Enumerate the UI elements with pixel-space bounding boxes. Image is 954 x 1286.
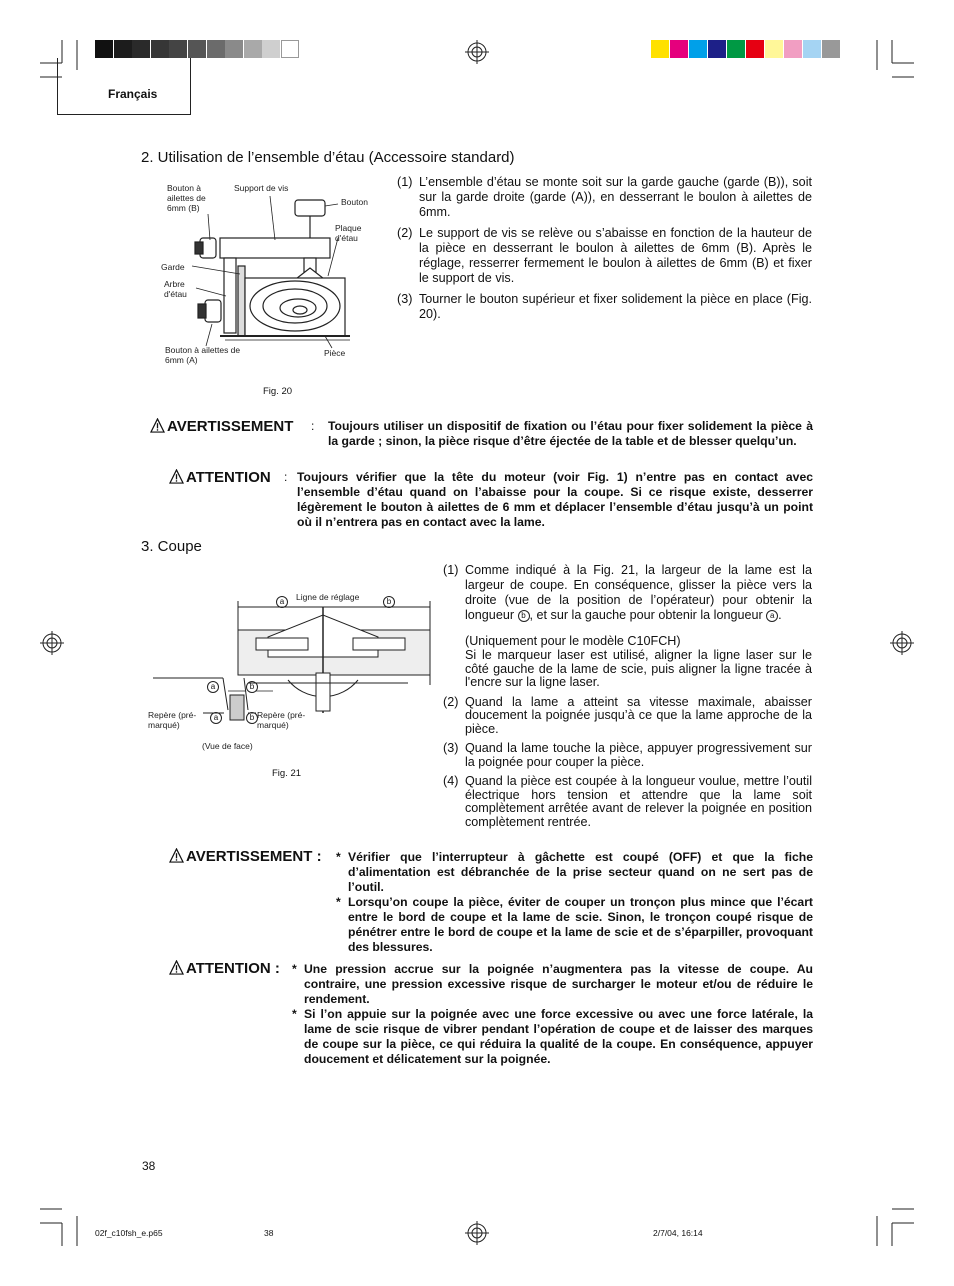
registration-mark-left xyxy=(40,631,64,655)
attention-label: ATTENTION xyxy=(186,469,271,486)
list-item: (3) Quand la lame touche la pièce, appuyer progressivement sur la poignée pour couper la pièce. xyxy=(443,741,812,769)
list-item: (4) Quand la pièce est coupée à la longueur voulue, mettre l’outil électrique hors tension et attendre que la lame soit complètement arrêtée avant de relever la poignée en position complètement rentrée. xyxy=(443,774,812,829)
color-swatch xyxy=(765,40,783,58)
color-swatch xyxy=(651,40,669,58)
attention-sep: : xyxy=(284,470,288,484)
section-title-coupe: 3. Coupe xyxy=(141,538,202,555)
model-note-title: (Uniquement pour le modèle C10FCH) xyxy=(465,634,681,648)
label-arbre: Arbre d'étau xyxy=(164,279,187,299)
gray-swatch xyxy=(188,40,206,58)
warning-text: Toujours utiliser un dispositif de fixation ou l’étau pour fixer solidement la pièce à la garde ; sinon, la pièce risque d’être éjectée de la table et de blesser quelqu’un. xyxy=(328,419,813,448)
warning-bullet: * Lorsqu’on coupe la pièce, éviter de couper un tronçon plus mince que l’écart entre le bord de coupe et la lame de scie. Sinon, le tronçon coupé risque de pénétrer entre le bord de coupe et la lame de scie et de s’éparpiller, provoquant des blessures. xyxy=(336,895,813,954)
color-swatch xyxy=(822,40,840,58)
language-tab xyxy=(57,58,191,115)
gray-swatch xyxy=(169,40,187,58)
gray-swatch xyxy=(207,40,225,58)
marker-b-3: b xyxy=(246,712,258,724)
label-bouton-b: Bouton à ailettes de 6mm (B) xyxy=(167,183,206,213)
color-swatch xyxy=(803,40,821,58)
registration-mark-bottom xyxy=(465,1221,489,1245)
color-swatch xyxy=(708,40,726,58)
warning-bullet: * Vérifier que l’interrupteur à gâchette est coupé (OFF) et que la fiche d’alimentation est débranchée de la prise secteur quand on ne sert pas de l’outil. xyxy=(336,850,813,894)
marker-a-3: a xyxy=(210,712,222,724)
label-vue-face: (Vue de face) xyxy=(202,741,253,751)
attention-label-2: ATTENTION : xyxy=(186,960,280,977)
footer-date: 2/7/04, 16:14 xyxy=(653,1228,703,1238)
warning-triangle-icon xyxy=(169,469,184,484)
coupe-steps xyxy=(443,563,812,835)
attention-text: Toujours vérifier que la tête du moteur (voir Fig. 1) n’entre pas en contact avec l’ensemble d’étau quand on l’abaisse pour la coupe. Si ce risque existe, desserrer légèrement le bouton à ailettes de 6 mm et déplacer l’ensemble d’étau jusqu’à un point où il n’entrera pas en contact avec la lame. xyxy=(297,470,813,529)
footer-file-name: 02f_c10fsh_e.p65 xyxy=(95,1228,163,1238)
registration-mark-right xyxy=(890,631,914,655)
gray-swatch xyxy=(95,40,113,58)
warning-sep: : xyxy=(311,419,315,433)
gray-swatch xyxy=(114,40,132,58)
language-label: Français xyxy=(108,87,158,101)
warning-triangle-icon xyxy=(169,960,184,975)
color-swatch xyxy=(727,40,745,58)
attention-bullet: * Si l’on appuie sur la poignée avec une force excessive ou avec une force latérale, la lame de scie risque de vibrer pendant l’opération de coupe et de laisser des marques de coupe sur la pièce, ce qui réduira la qualité de la coupe. En conséquence, appuyer doucement et délicatement sur la poignée. xyxy=(292,1007,813,1066)
warning-coupe xyxy=(169,848,813,958)
color-swatch xyxy=(689,40,707,58)
gray-swatch xyxy=(151,40,169,58)
warning-triangle-icon xyxy=(169,848,184,863)
figure-20-caption: Fig. 20 xyxy=(263,386,293,397)
section-title-vise: 2. Utilisation de l’ensemble d’étau (Accessoire standard) xyxy=(141,149,515,166)
list-item: (2) Le support de vis se relève ou s’abaisse en fonction de la hauteur de la pièce en desserrant le boulon à ailettes de 6mm (B). Après le réglage, resserrer fermement le boulon à ailettes de 6mm (B) et fixer le support de vis. xyxy=(397,226,812,285)
label-repere-right: Repère (pré-marqué) xyxy=(257,710,306,730)
gray-swatch xyxy=(132,40,150,58)
label-garde: Garde xyxy=(161,262,185,272)
model-note-text: Si le marqueur laser est utilisé, aligner la ligne laser sur le côté gauche de la lame de scie, puis aligner la ligne tracée à l'encre sur la ligne laser. xyxy=(465,648,812,689)
list-item: (3) Tourner le bouton supérieur et fixer solidement la pièce en place (Fig. 20). xyxy=(397,292,812,321)
label-support-vis: Support de vis xyxy=(234,183,289,193)
vise-steps xyxy=(397,175,812,328)
color-swatch xyxy=(784,40,802,58)
gray-swatch xyxy=(244,40,262,58)
gray-swatch xyxy=(281,40,299,58)
page-number: 38 xyxy=(142,1159,156,1173)
color-swatch xyxy=(746,40,764,58)
figure-21-caption: Fig. 21 xyxy=(272,768,302,779)
marker-a-inline: a xyxy=(766,610,778,622)
gray-swatch xyxy=(225,40,243,58)
attention-bullet: * Une pression accrue sur la poignée n’augmentera pas la vitesse de coupe. Au contraire, une pression excessive risque de surcharger le moteur et/ou de réduire le rendement. xyxy=(292,962,813,1006)
label-piece: Pièce xyxy=(324,348,346,358)
label-bouton-a: Bouton à ailettes de 6mm (A) xyxy=(165,345,241,365)
list-item: (2) Quand la lame a atteint sa vitesse maximale, abaisser doucement la poignée jusqu’à ce que la lame approche de la pièce. xyxy=(443,694,812,736)
marker-b-2: b xyxy=(246,681,258,693)
warning-vise xyxy=(150,418,813,468)
label-bouton: Bouton xyxy=(341,197,368,207)
attention-coupe xyxy=(169,960,813,1070)
list-item: (1) L’ensemble d’étau se monte soit sur la garde gauche (garde (B)), soit sur la garde droite (garde (A)), en desserrant le boulon à ailettes de 6mm. xyxy=(397,175,812,219)
warning-triangle-icon xyxy=(150,418,165,433)
label-ligne: Ligne de réglage xyxy=(296,592,360,602)
attention-vise xyxy=(169,469,813,534)
warning-label: AVERTISSEMENT xyxy=(167,418,294,435)
label-plaque: Plaque d'étau xyxy=(335,223,362,243)
warning-label-2: AVERTISSEMENT : xyxy=(186,848,322,865)
marker-a: a xyxy=(276,596,288,608)
registration-mark-top xyxy=(465,40,489,64)
label-repere-left: Repère (pré-marqué) xyxy=(148,710,197,730)
footer-file-page: 38 xyxy=(264,1228,274,1238)
color-swatch xyxy=(670,40,688,58)
marker-b: b xyxy=(383,596,395,608)
marker-b-inline: b xyxy=(518,610,530,622)
gray-swatch xyxy=(262,40,280,58)
marker-a-2: a xyxy=(207,681,219,693)
list-item: (1) Comme indiqué à la Fig. 21, la largeur de la lame est la largeur de coupe. En conséquence, glisser la pièce vers la droite (vue de la position de l’opérateur) pour obtenir la longueur b , et sur la gauche pour obtenir la longueur a . (Uniquement pour le modèle C10FCH) Si le marqueur laser est utilisé, aligner la ligne laser sur le côté gauche de la lame de scie, puis aligner la ligne tracée à l'encre sur la ligne laser. xyxy=(443,563,812,689)
